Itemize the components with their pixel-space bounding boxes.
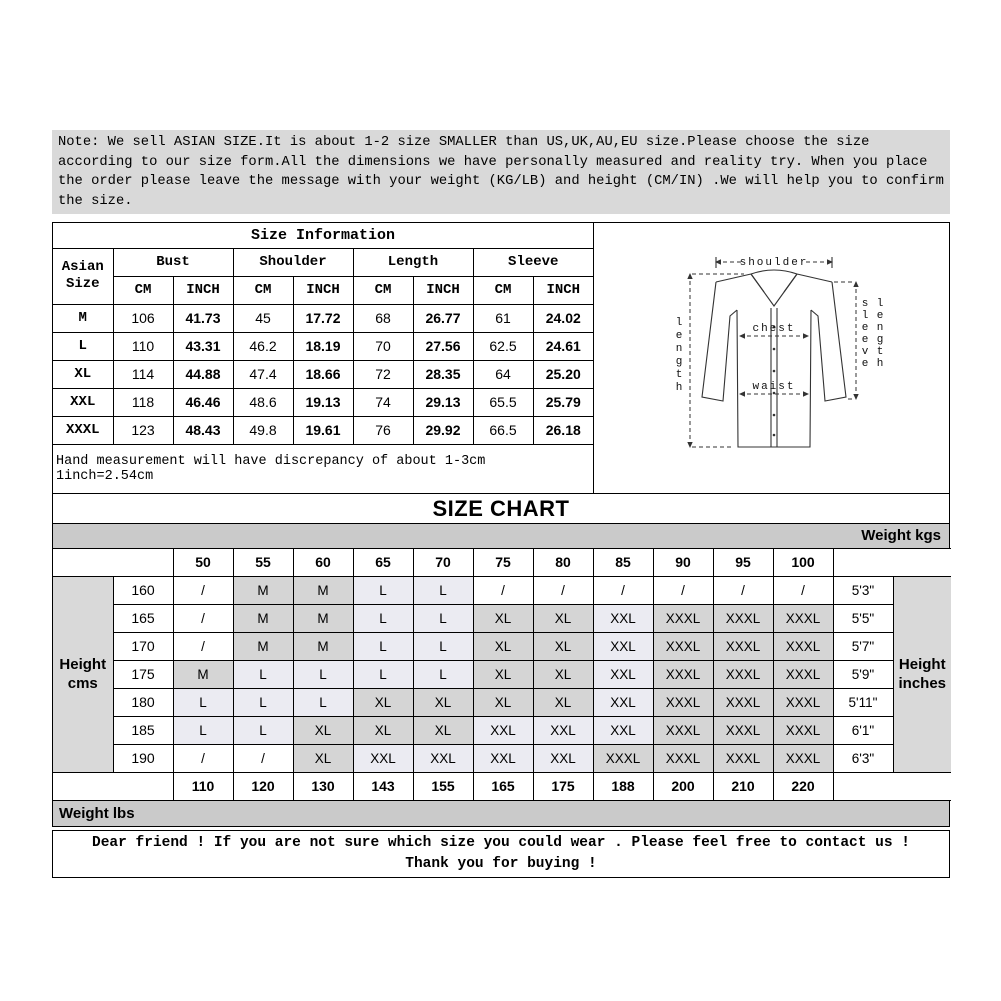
weight-kg-header-row xyxy=(53,548,951,576)
weight-kg-header: 100 xyxy=(773,548,833,576)
weight-kg-header: 70 xyxy=(413,548,473,576)
cm-value: 72 xyxy=(353,360,413,388)
height-cm-value: 170 xyxy=(113,632,173,660)
corner-blank xyxy=(833,772,951,800)
size-guide-page xyxy=(52,130,950,878)
inch-value: 24.61 xyxy=(533,332,593,360)
inch-header: INCH xyxy=(413,276,473,304)
chest-label: chest xyxy=(752,322,796,335)
recommended-size-cell: / xyxy=(233,744,293,772)
corner-blank xyxy=(53,772,173,800)
cm-value: 66.5 xyxy=(473,416,533,444)
recommended-size-cell: / xyxy=(173,576,233,604)
cm-value: 61 xyxy=(473,304,533,332)
weight-kgs-bar: Weight kgs xyxy=(53,524,949,548)
inch-value: 29.92 xyxy=(413,416,473,444)
weight-lb-row xyxy=(53,772,951,800)
inch-value: 41.73 xyxy=(173,304,233,332)
weight-lb-value: 188 xyxy=(593,772,653,800)
recommended-size-cell: M xyxy=(173,660,233,688)
height-row xyxy=(53,660,951,688)
recommended-size-cell: XXXL xyxy=(653,604,713,632)
height-row xyxy=(53,744,951,772)
recommended-size-cell: / xyxy=(533,576,593,604)
inch-value: 17.72 xyxy=(293,304,353,332)
recommended-size-cell: XL xyxy=(533,688,593,716)
asian-size-value: XL xyxy=(53,360,113,388)
weight-lb-value: 110 xyxy=(173,772,233,800)
recommended-size-cell: XXXL xyxy=(713,716,773,744)
size-information-left xyxy=(53,223,593,493)
recommended-size-cell: / xyxy=(173,604,233,632)
weight-lb-value: 130 xyxy=(293,772,353,800)
height-row xyxy=(53,688,951,716)
height-cm-value: 190 xyxy=(113,744,173,772)
recommended-size-cell: XXXL xyxy=(773,604,833,632)
cm-header: CM xyxy=(473,276,533,304)
height-cm-value: 180 xyxy=(113,688,173,716)
contact-message-line1: Dear friend ! If you are not sure which size you could wear . Please feel free to contact us ! xyxy=(92,834,910,851)
recommended-size-cell: XXL xyxy=(593,604,653,632)
recommended-size-cell: / xyxy=(173,744,233,772)
inch-value: 44.88 xyxy=(173,360,233,388)
height-cm-value: 160 xyxy=(113,576,173,604)
inch-value: 18.66 xyxy=(293,360,353,388)
recommended-size-cell: L xyxy=(173,688,233,716)
recommended-size-cell: XL xyxy=(533,604,593,632)
size-information-table xyxy=(53,223,593,445)
recommended-size-cell: L xyxy=(233,716,293,744)
recommended-size-cell: XXXL xyxy=(713,632,773,660)
recommended-size-cell: XXXL xyxy=(653,632,713,660)
inch-header: INCH xyxy=(173,276,233,304)
height-inch-value: 6'1" xyxy=(833,716,893,744)
weight-lb-value: 120 xyxy=(233,772,293,800)
recommended-size-cell: XL xyxy=(293,744,353,772)
recommended-size-cell: XL xyxy=(473,688,533,716)
corner-blank xyxy=(53,548,173,576)
recommended-size-cell: L xyxy=(413,604,473,632)
recommended-size-cell: XXXL xyxy=(773,716,833,744)
cm-header: CM xyxy=(353,276,413,304)
cm-value: 64 xyxy=(473,360,533,388)
recommended-size-cell: / xyxy=(473,576,533,604)
weight-kg-header: 90 xyxy=(653,548,713,576)
weight-kg-header: 75 xyxy=(473,548,533,576)
recommended-size-cell: XXXL xyxy=(773,660,833,688)
inch-header: INCH xyxy=(533,276,593,304)
shoulder-header: Shoulder xyxy=(233,248,353,276)
shoulder-label: shoulder xyxy=(739,256,809,269)
recommended-size-cell: XXL xyxy=(353,744,413,772)
length-label: l e n g t h xyxy=(675,316,685,394)
cm-value: 68 xyxy=(353,304,413,332)
weight-lb-value: 200 xyxy=(653,772,713,800)
cm-value: 114 xyxy=(113,360,173,388)
sleeve-length-label: l e n g t h xyxy=(876,297,886,370)
weight-kg-header: 55 xyxy=(233,548,293,576)
height-inches-label: Height inches xyxy=(893,576,951,772)
size-info-row xyxy=(53,416,593,444)
recommended-size-cell: M xyxy=(233,632,293,660)
height-cm-value: 185 xyxy=(113,716,173,744)
inch-value: 26.18 xyxy=(533,416,593,444)
weight-kg-header: 95 xyxy=(713,548,773,576)
inch-value: 29.13 xyxy=(413,388,473,416)
recommended-size-cell: L xyxy=(353,576,413,604)
cm-value: 65.5 xyxy=(473,388,533,416)
inch-value: 19.61 xyxy=(293,416,353,444)
cm-value: 76 xyxy=(353,416,413,444)
height-cms-label: Height cms xyxy=(53,576,113,772)
recommended-size-cell: XXL xyxy=(473,744,533,772)
unit-header-row xyxy=(53,276,593,304)
size-information-section xyxy=(53,223,949,494)
size-information-body xyxy=(53,304,593,444)
cm-value: 74 xyxy=(353,388,413,416)
recommended-size-cell: L xyxy=(293,688,353,716)
inch-value: 43.31 xyxy=(173,332,233,360)
recommended-size-cell: / xyxy=(713,576,773,604)
size-info-row xyxy=(53,332,593,360)
contact-message-box xyxy=(52,830,950,878)
recommended-size-cell: XL xyxy=(533,632,593,660)
waist-label: waist xyxy=(752,380,796,393)
recommended-size-cell: / xyxy=(653,576,713,604)
recommended-size-cell: XL xyxy=(293,716,353,744)
cm-value: 106 xyxy=(113,304,173,332)
shirt-measurement-svg xyxy=(594,232,950,484)
recommended-size-cell: L xyxy=(413,660,473,688)
length-header: Length xyxy=(353,248,473,276)
cm-value: 123 xyxy=(113,416,173,444)
cm-value: 49.8 xyxy=(233,416,293,444)
weight-lbs-bar: Weight lbs xyxy=(53,801,949,826)
size-chart-matrix xyxy=(53,548,951,801)
recommended-size-cell: XXL xyxy=(413,744,473,772)
recommended-size-cell: XXXL xyxy=(773,744,833,772)
recommended-size-cell: XL xyxy=(473,632,533,660)
recommended-size-cell: XL xyxy=(473,604,533,632)
height-inch-value: 6'3" xyxy=(833,744,893,772)
height-inch-value: 5'11" xyxy=(833,688,893,716)
height-inch-value: 5'9" xyxy=(833,660,893,688)
recommended-size-cell: XXXL xyxy=(653,660,713,688)
recommended-size-cell: XXXL xyxy=(653,688,713,716)
recommended-size-cell: M xyxy=(233,576,293,604)
height-row xyxy=(53,604,951,632)
contact-message-line2: Thank you for buying ! xyxy=(405,855,597,872)
recommended-size-cell: XXXL xyxy=(713,744,773,772)
height-cm-value: 175 xyxy=(113,660,173,688)
inch-value: 24.02 xyxy=(533,304,593,332)
weight-lb-value: 210 xyxy=(713,772,773,800)
height-inch-value: 5'5" xyxy=(833,604,893,632)
recommended-size-cell: M xyxy=(293,604,353,632)
shirt-diagram xyxy=(593,223,950,493)
recommended-size-cell: / xyxy=(773,576,833,604)
recommended-size-cell: XXXL xyxy=(773,688,833,716)
sleeve-header: Sleeve xyxy=(473,248,593,276)
recommended-size-cell: L xyxy=(353,660,413,688)
height-inch-value: 5'3" xyxy=(833,576,893,604)
size-info-row xyxy=(53,304,593,332)
inch-value: 27.56 xyxy=(413,332,473,360)
recommended-size-cell: XXXL xyxy=(713,688,773,716)
recommended-size-cell: XXL xyxy=(593,660,653,688)
recommended-size-cell: XXL xyxy=(593,716,653,744)
weight-kg-header: 60 xyxy=(293,548,353,576)
size-info-row xyxy=(53,360,593,388)
recommended-size-cell: XL xyxy=(533,660,593,688)
recommended-size-cell: M xyxy=(293,632,353,660)
cm-value: 47.4 xyxy=(233,360,293,388)
cm-value: 110 xyxy=(113,332,173,360)
inch-value: 26.77 xyxy=(413,304,473,332)
cm-value: 45 xyxy=(233,304,293,332)
cm-header: CM xyxy=(113,276,173,304)
weight-kg-header: 80 xyxy=(533,548,593,576)
recommended-size-cell: M xyxy=(233,604,293,632)
weight-lb-value: 165 xyxy=(473,772,533,800)
size-chart-title: SIZE CHART xyxy=(53,494,949,524)
recommended-size-cell: XL xyxy=(353,688,413,716)
recommended-size-cell: XL xyxy=(353,716,413,744)
recommended-size-cell: XXL xyxy=(593,632,653,660)
weight-kg-header: 65 xyxy=(353,548,413,576)
height-inch-value: 5'7" xyxy=(833,632,893,660)
weight-kg-header: 50 xyxy=(173,548,233,576)
cm-value: 46.2 xyxy=(233,332,293,360)
size-guide-main-block xyxy=(52,222,950,827)
recommended-size-cell: XXL xyxy=(533,744,593,772)
corner-blank xyxy=(833,548,951,576)
inch-header: INCH xyxy=(293,276,353,304)
recommended-size-cell: XL xyxy=(413,688,473,716)
recommended-size-cell: L xyxy=(413,576,473,604)
asian-size-value: XXL xyxy=(53,388,113,416)
recommended-size-cell: XXL xyxy=(473,716,533,744)
weight-lb-value: 143 xyxy=(353,772,413,800)
recommended-size-cell: / xyxy=(173,632,233,660)
weight-kg-header: 85 xyxy=(593,548,653,576)
height-row xyxy=(53,576,951,604)
asian-size-value: XXXL xyxy=(53,416,113,444)
bust-header: Bust xyxy=(113,248,233,276)
recommended-size-cell: XXXL xyxy=(713,604,773,632)
recommended-size-cell: XL xyxy=(413,716,473,744)
size-information-title-row xyxy=(53,223,593,248)
weight-lb-value: 175 xyxy=(533,772,593,800)
cm-value: 70 xyxy=(353,332,413,360)
measure-group-header-row xyxy=(53,248,593,276)
inch-value: 25.20 xyxy=(533,360,593,388)
cm-value: 62.5 xyxy=(473,332,533,360)
inch-value: 25.79 xyxy=(533,388,593,416)
weight-lb-value: 220 xyxy=(773,772,833,800)
cm-header: CM xyxy=(233,276,293,304)
cm-value: 118 xyxy=(113,388,173,416)
recommended-size-cell: XXXL xyxy=(713,660,773,688)
hand-measurement-note: Hand measurement will have discrepancy of about 1-3cm 1inch=2.54cm xyxy=(56,453,486,484)
recommended-size-cell: L xyxy=(173,716,233,744)
recommended-size-cell: L xyxy=(293,660,353,688)
sleeve-length-label: s l e e v e xyxy=(861,297,871,370)
recommended-size-cell: L xyxy=(233,688,293,716)
recommended-size-cell: L xyxy=(413,632,473,660)
asian-size-value: L xyxy=(53,332,113,360)
recommended-size-cell: XXL xyxy=(593,688,653,716)
recommended-size-cell: L xyxy=(233,660,293,688)
inch-value: 46.46 xyxy=(173,388,233,416)
recommended-size-cell: XXL xyxy=(533,716,593,744)
recommended-size-cell: / xyxy=(593,576,653,604)
weight-lb-value: 155 xyxy=(413,772,473,800)
inch-value: 28.35 xyxy=(413,360,473,388)
height-row xyxy=(53,632,951,660)
size-information-title: Size Information xyxy=(53,223,593,248)
recommended-size-cell: L xyxy=(353,632,413,660)
asian-size-value: M xyxy=(53,304,113,332)
size-chart-matrix-body xyxy=(53,548,951,800)
inch-value: 18.19 xyxy=(293,332,353,360)
recommended-size-cell: M xyxy=(293,576,353,604)
shirt-outline xyxy=(702,257,846,447)
recommended-size-cell: XL xyxy=(473,660,533,688)
cm-value: 48.6 xyxy=(233,388,293,416)
recommended-size-cell: XXXL xyxy=(773,632,833,660)
height-row xyxy=(53,716,951,744)
asian-size-note: Note: We sell ASIAN SIZE.It is about 1-2 size SMALLER than US,UK,AU,EU size.Please choose the size according to our size form.All the dimensions we have personally measured and reality try. When you place the order please leave the message with your weight (KG/LB) and height (CM/IN) .We will help you to confirm the size. xyxy=(52,130,950,214)
inch-value: 19.13 xyxy=(293,388,353,416)
recommended-size-cell: XXXL xyxy=(653,744,713,772)
asian-size-header: Asian Size xyxy=(53,248,113,304)
recommended-size-cell: XXXL xyxy=(593,744,653,772)
recommended-size-cell: XXXL xyxy=(653,716,713,744)
height-cm-value: 165 xyxy=(113,604,173,632)
recommended-size-cell: L xyxy=(353,604,413,632)
size-info-row xyxy=(53,388,593,416)
inch-value: 48.43 xyxy=(173,416,233,444)
